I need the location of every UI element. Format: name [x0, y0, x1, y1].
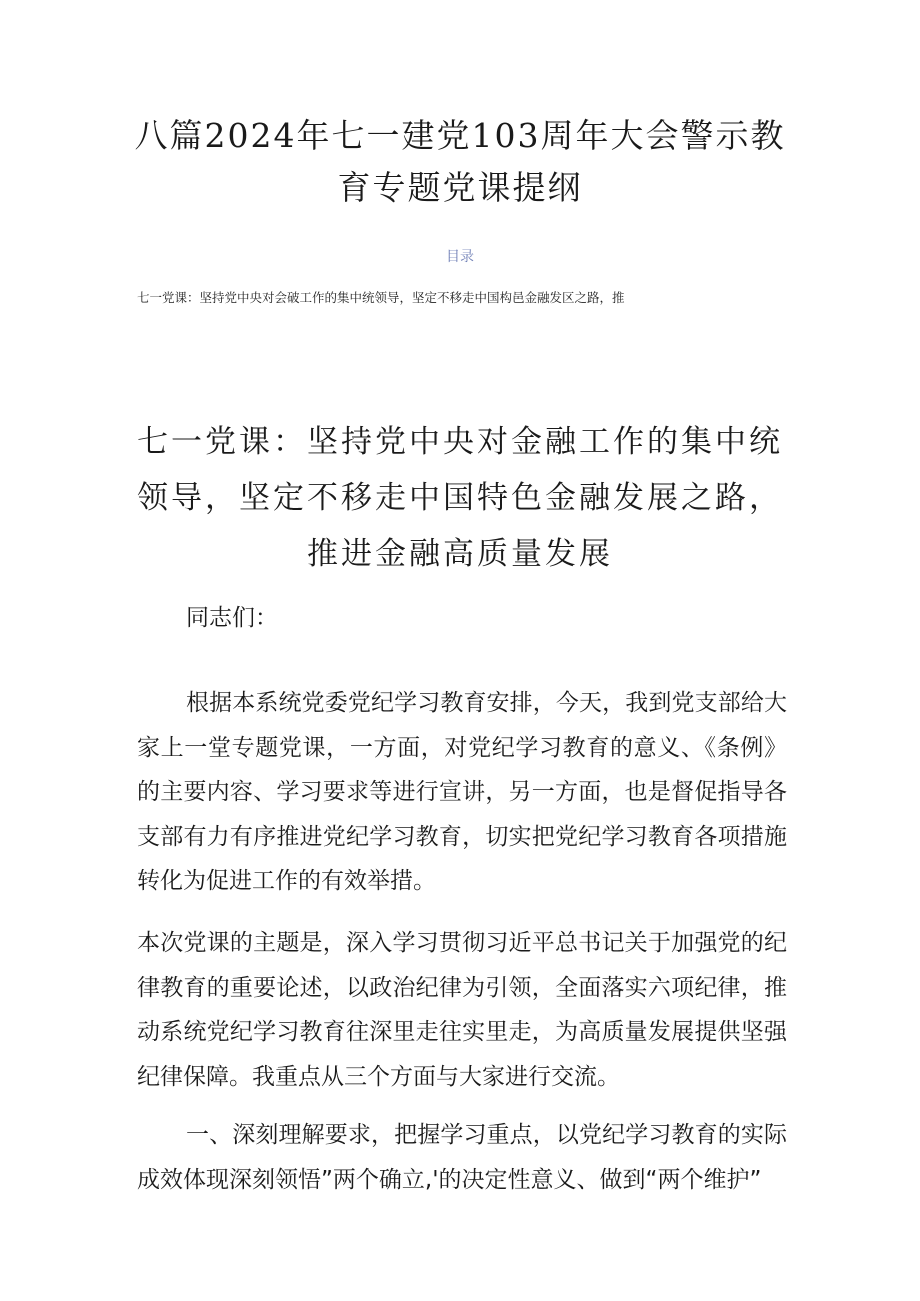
- paragraph: 一、深刻理解要求，把握学习重点，以党纪学习教育的实际成效体现深刻领悟”两个确立,'的决定性意义、做到“两个维护”: [137, 1122, 787, 1193]
- greeting: 同志们：: [186, 605, 278, 631]
- paragraph: 根据本系统党委党纪学习教育安排，今天，我到党支部给大家上一堂专题党课，一方面，对党纪学习教育的意义、《条例》的主要内容、学习要求等进行宣讲，另一方面，也是督促指导各支部有力有序推进党纪学习教育，切实把党纪学习教育各项措施转化为促进工作的有效举措。: [137, 690, 787, 895]
- section-heading: 七一党课：坚持党中央对金融工作的集中统领导，坚定不移走中国特色金融发展之路，推进金融高质量发展: [137, 424, 783, 572]
- toc-entry[interactable]: 七一党课：坚持党中央对会破工作的集中统领导，坚定不移走中国构邑金融发区之路，推: [137, 290, 625, 305]
- paragraph: 本次党课的主题是，深入学习贯彻习近平总书记关于加强党的纪律教育的重要论述，以政治纪律为引领，全面落实六项纪律，推动系统党纪学习教育往深里走往实里走，为高质量发展提供坚强纪律保障。我重点从三个方面与大家进行交流。: [137, 930, 787, 1090]
- toc-heading: 目录: [446, 249, 474, 265]
- document-title: 八篇2024年七一建党103周年大会警示教育专题党课提纲: [134, 116, 786, 207]
